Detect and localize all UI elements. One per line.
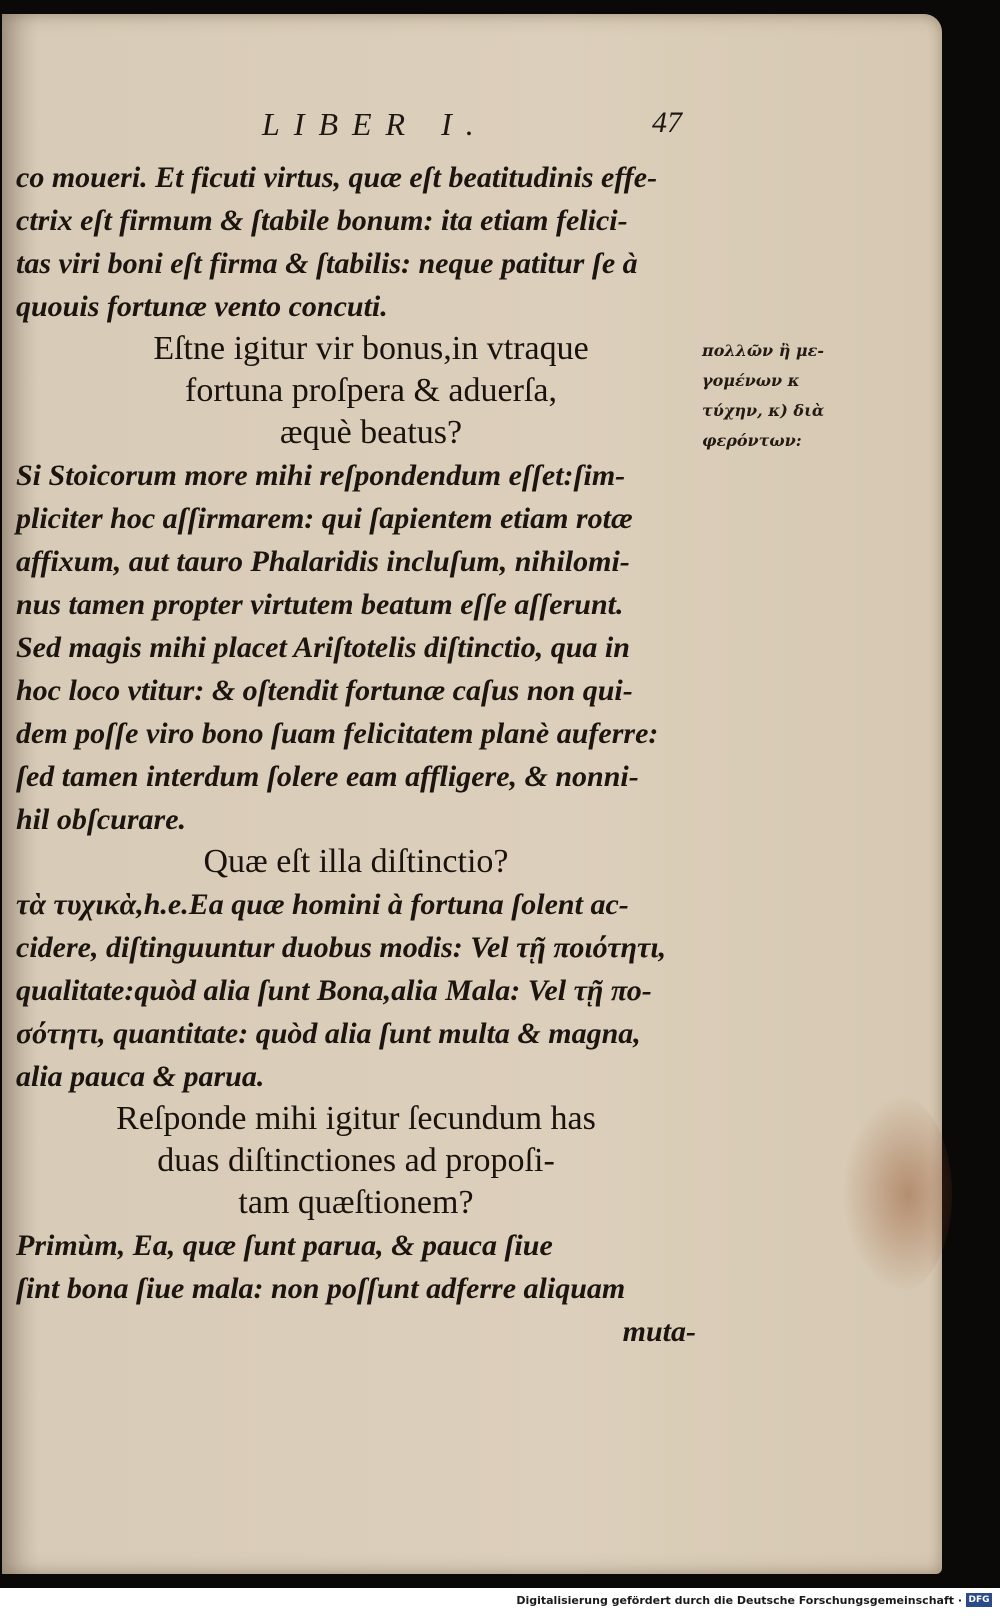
margin-note-line: φερόντων: [702,431,802,450]
text-line: dem poſſe viro bono ſuam felicitatem planè auferre: [16,717,659,750]
page-number: 47 [652,106,682,139]
catchword: muta- [622,1315,696,1348]
text-line: Primùm, Ea, quæ ſunt parua, & pauca ſiue [16,1229,553,1262]
question-line: Reſponde mihi igitur ſecundum has [116,1100,596,1137]
text-line: σότητι, quantitate: quòd alia ſunt multa & magna, [16,1017,641,1050]
funding-credit: Digitalisierung gefördert durch die Deutsche Forschungsgemeinschaft · [516,1594,962,1607]
dfg-logo: DFG [966,1593,992,1607]
page-body [16,156,696,1353]
text-line: ſed tamen interdum ſolere eam affligere, & nonni- [16,760,639,793]
text-line: nus tamen propter virtutem beatum eſſe aſſerunt. [16,588,624,621]
running-title: LIBER I. [262,106,488,142]
page-stain [842,1094,952,1294]
text-line: hoc loco vtitur: & oſtendit fortunæ caſus non qui- [16,674,633,707]
text-line: τὰ τυχικὰ,h.e.Ea quæ homini à fortuna ſolent ac- [16,888,629,921]
margin-note-line: γομένων κ [702,371,800,390]
question-line: fortuna proſpera & aduerſa, [185,372,557,409]
margin-note [702,336,862,456]
footer-bar [0,1588,1000,1616]
text-line: tas viri boni eſt firma & ſtabilis: neque patitur ſe à [16,247,638,280]
text-line: Si Stoicorum more mihi reſpondendum eſſet:ſim- [16,459,626,492]
question-line: Eſtne igitur vir bonus,in vtraque [153,330,589,367]
text-line: qualitate:quòd alia ſunt Bona,alia Mala: Vel τῇ πο- [16,974,652,1007]
book-page [2,14,942,1574]
running-header [262,106,682,146]
question-line: Quæ eſt illa diſtinctio? [203,843,509,880]
question-line: tam quæſtionem? [238,1184,474,1221]
text-line: pliciter hoc aſſirmarem: qui ſapientem etiam rotæ [16,502,633,535]
text-line: co moueri. Et ficuti virtus, quæ eſt beatitudinis effe- [16,161,658,194]
text-line: alia pauca & parua. [16,1060,265,1093]
text-line: cidere, diſtinguuntur duobus modis: Vel τῇ ποιότητι, [16,931,667,964]
text-line: Sed magis mihi placet Ariſtotelis diſtinctio, qua in [16,631,630,664]
margin-note-line: πολλῶν ἢ με- [702,341,825,360]
text-line: hil obſcurare. [16,803,187,836]
text-line: ctrix eſt firmum & ſtabile bonum: ita etiam felici- [16,204,628,237]
text-line: quouis fortunæ vento concuti. [16,290,388,323]
text-line: ſint bona ſiue mala: non poſſunt adferre aliquam [16,1272,626,1305]
margin-note-line: τύχην, κ) διὰ [702,401,825,420]
question-line: duas diſtinctiones ad propoſi- [157,1142,555,1179]
question-line: æquè beatus? [279,414,463,451]
text-line: affixum, aut tauro Phalaridis incluſum, nihilomi- [16,545,630,578]
